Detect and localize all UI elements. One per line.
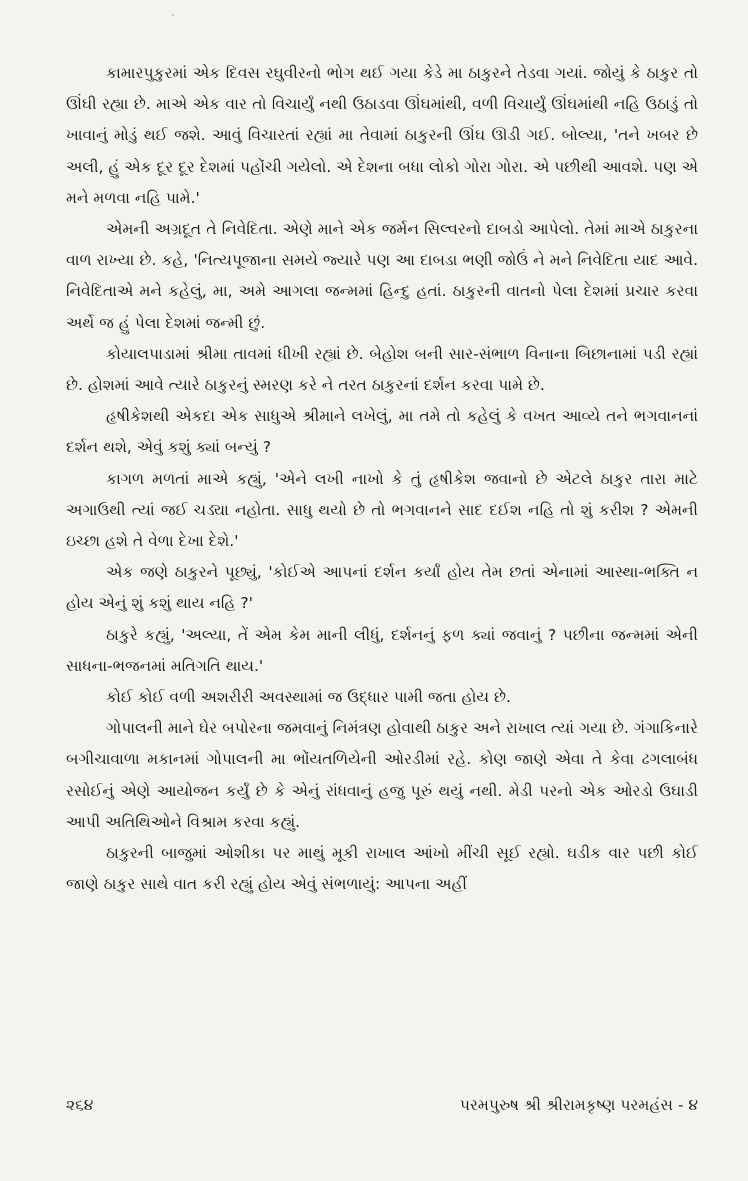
scan-speck (172, 14, 174, 16)
paragraph-8: કોઈ કોઈ વળી અશરીરી અવસ્થામાં જ ઉદ્ધાર પામી જતા હોય છે. (106, 688, 511, 707)
page-body (66, 58, 698, 900)
paragraph-7: ઠાકુરે કહ્યું, 'અલ્યા, તેં એમ કેમ માની લીધું, દર્શનનું ફળ ક્યાં જવાનું ? પછીના જન્મમાં એની સાધના-ભજનમાં મતિગતિ થાય.' (66, 625, 698, 675)
paragraph-3: કોયાલપાડામાં શ્રીમા તાવમાં ધીખી રહ્યાં છે. બેહોશ બની સાર-સંભાળ વિનાના બિછાનામાં પડી રહ્યાં છે. હોશમાં આવે ત્યારે ઠાકુરનું સ્મરણ કરે ને તરત ઠાકુરનાં દર્શન કરવા પામે છે. (66, 344, 698, 395)
paragraph-2: એમની અગ્રદૂત તે નિવેદિતા. એણે માને એક જર્મન સિલ્વરનો દાબડો આપેલો. તેમાં માએ ઠાકુરના વાળ રાખ્યા છે. કહે, 'નિત્યપૂજાના સમયે જ્યારે પણ આ દાબડા ભણી જોઉં ને મને નિવેદિતા યાદ આવે. નિવેદિતાએ મને કહેલું, મા, અમે આગલા જન્મમાં હિન્દુ હતાં. ઠાકુરની વાતનો પેલા દેશમાં પ્રચાર કરવા અર્થે જ હું પેલા દેશમાં જન્મી છું. (66, 220, 698, 332)
paragraph-6: એક જણે ઠાકુરને પૂછ્યું, 'કોઈએ આપનાં દર્શન કર્યાં હોય તેમ છતાં એનામાં આસ્થા-ભક્તિ ન હોય એનું શું કશું થાય નહિ ?' (66, 563, 698, 613)
paragraph-4: હૃષીકેશથી એકદા એક સાધુએ શ્રીમાને લખેલું, મા તમે તો કહેલું કે વખત આવ્યે તને ભગવાનનાં દર્શન થશે, એવું કશું ક્યાં બન્યું ? (66, 407, 698, 457)
page-number: ૨૬૪ (66, 1096, 94, 1114)
running-title: પરમપુરુષ શ્રી શ્રીરામકૃષ્ણ પરમહંસ - ૪ (459, 1096, 698, 1114)
page-footer (66, 1096, 698, 1115)
paragraph-5: કાગળ મળતાં માએ કહ્યું, 'એને લખી નાખો કે તું હૃષીકેશ જવાનો છે એટલે ઠાકુર તારા માટે અગાઉથી ત્યાં જઈ ચડ્યા નહોતા. સાધુ થયો છે તો ભગવાનને સાદ દઈશ નહિ તો શું કરીશ ? એમની ઇચ્છા હશે તે વેળા દેખા દેશે.' (66, 469, 698, 551)
paragraph-10: ઠાકુરની બાજુમાં ઓશીકા પર માથું મૂકી રાખાલ આંખો મીંચી સૂઈ રહ્યો. ઘડીક વાર પછી કોઈ જાણે ઠાકુર સાથે વાત કરી રહ્યું હોય એવું સંભળાયું: આપના અહીં (66, 844, 698, 894)
paragraph-1: કામારપુકુરમાં એક દિવસ રઘુવીરનો ભોગ થઈ ગયા કેડે મા ઠાકુરને તેડવા ગયાં. જોયું કે ઠાકુર તો ઊંઘી રહ્યા છે. માએ એક વાર તો વિચાર્યું નથી ઉઠાડવા ઊંઘમાંથી, વળી વિચાર્યું ઊંઘમાંથી નહિ ઉઠાડું તો ખાવાનું મોડું થઈ જશે. આવું વિચારતાં રહ્યાં મા તેવામાં ઠાકુરની ઊંઘ ઊડી ગઈ. બોલ્યા, 'તને ખબર છે અલી, હું એક દૂર દૂર દેશમાં પહોંચી ગયેલો. એ દેશના બધા લોકો ગોરા ગોરા. એ પછીથી આવશે. પણ એ મને મળવા નહિ પામે.' (66, 64, 698, 207)
paragraph-9: ગોપાલની માને ઘેર બપોરના જમવાનું નિમંત્રણ હોવાથી ઠાકુર અને રાખાલ ત્યાં ગયા છે. ગંગાકિનારે બગીચાવાળા મકાનમાં ગોપાલની મા ભોંયતળિયેની ઓરડીમાં રહે. કોણ જાણે એવા તે કેવા ઢગલાબંધ રસોઈનું એણે આયોજન કર્યું છે કે એનું રાંધવાનું હજુ પૂરું થયું નથી. મેડી પરનો એક ઓરડો ઉઘાડી આપી અતિથિઓને વિશ્રામ કરવા કહ્યું. (66, 719, 698, 831)
